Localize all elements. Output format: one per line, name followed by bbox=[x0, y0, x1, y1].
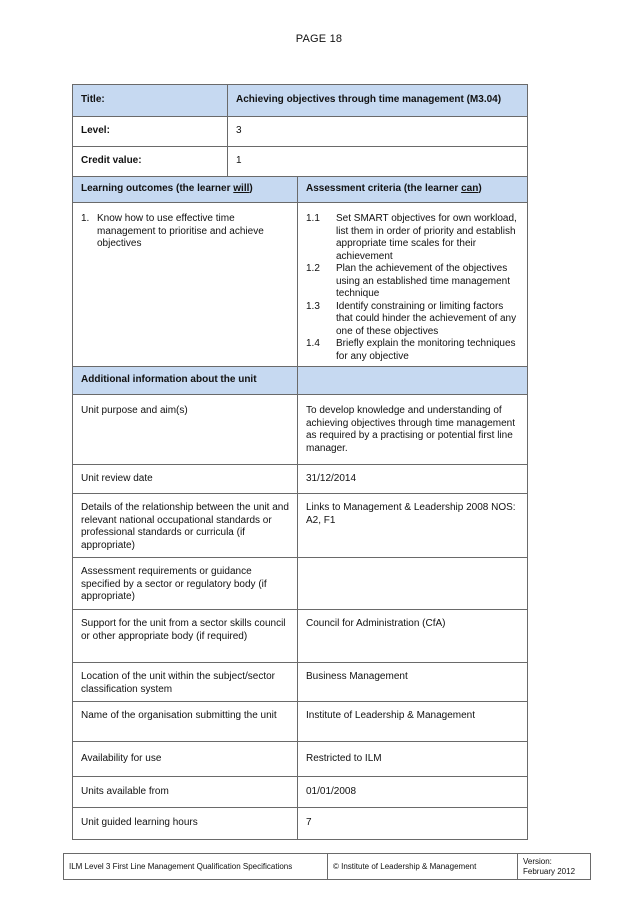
info-value: Business Management bbox=[298, 663, 528, 702]
outcomes-heading bbox=[73, 177, 298, 203]
credit-value: 1 bbox=[228, 147, 528, 177]
learning-outcome-number: 1. bbox=[81, 213, 90, 224]
info-label: Details of the relationship between the unit and relevant national occupational standards or professional standards or curricula (if appropriate) bbox=[73, 494, 298, 558]
info-row bbox=[73, 558, 528, 610]
info-row bbox=[73, 702, 528, 742]
outcomes-heading-prefix: Learning outcomes (the learner bbox=[81, 183, 234, 195]
info-value: Links to Management & Leadership 2008 NOS: A2, F1 bbox=[298, 494, 528, 558]
outcomes-heading-suffix: ) bbox=[249, 183, 253, 195]
footer-copyright: © Institute of Leadership & Management bbox=[328, 854, 518, 879]
info-label: Unit review date bbox=[73, 465, 298, 494]
criteria-cell bbox=[298, 203, 528, 367]
additional-heading: Additional information about the unit bbox=[73, 367, 298, 395]
info-value: Restricted to ILM bbox=[298, 742, 528, 777]
info-label: Availability for use bbox=[73, 742, 298, 777]
info-value: 7 bbox=[298, 808, 528, 840]
info-label: Unit guided learning hours bbox=[73, 808, 298, 840]
info-row bbox=[73, 494, 528, 558]
level-value: 3 bbox=[228, 117, 528, 147]
credit-row bbox=[73, 147, 528, 177]
criterion-number: 1.1 bbox=[306, 213, 320, 224]
learning-outcome-text: Know how to use effective time management to prioritise and achieve objectives bbox=[97, 213, 264, 249]
criterion-item bbox=[306, 263, 519, 301]
info-label: Support for the unit from a sector skills council or other appropriate body (if required) bbox=[73, 610, 298, 663]
info-row bbox=[73, 395, 528, 465]
outcomes-heading-em: will bbox=[233, 183, 250, 195]
info-value: Institute of Leadership & Management bbox=[298, 702, 528, 742]
info-label: Assessment requirements or guidance specified by a sector or regulatory body (if appropriate) bbox=[73, 558, 298, 610]
criteria-heading bbox=[298, 177, 528, 203]
criterion-item bbox=[306, 301, 519, 339]
outcomes-heading-row bbox=[73, 177, 528, 203]
info-value bbox=[298, 558, 528, 610]
learning-outcome-cell bbox=[73, 203, 298, 367]
criterion-item bbox=[306, 213, 519, 263]
info-label: Units available from bbox=[73, 777, 298, 808]
criterion-text: Set SMART objectives for own workload, list them in order of priority and establish appropriate time scales for their achievement bbox=[336, 213, 517, 262]
criterion-number: 1.4 bbox=[306, 338, 320, 349]
criteria-heading-prefix: Assessment criteria (the learner bbox=[306, 183, 462, 195]
info-value: To develop knowledge and understanding of achieving objectives through time management as required by a practising or potential first line manager. bbox=[298, 395, 528, 465]
criterion-number: 1.3 bbox=[306, 300, 320, 312]
criterion-text: Identify constraining or limiting factors that could hinder the achievement of any one of these objectives bbox=[336, 300, 517, 337]
info-row bbox=[73, 808, 528, 840]
unit-table bbox=[72, 84, 528, 840]
level-label: Level: bbox=[73, 117, 228, 147]
info-row bbox=[73, 777, 528, 808]
criterion-number: 1.2 bbox=[306, 263, 320, 274]
level-row bbox=[73, 117, 528, 147]
additional-heading-empty bbox=[298, 367, 528, 395]
info-value: 01/01/2008 bbox=[298, 777, 528, 808]
footer-spec: ILM Level 3 First Line Management Qualification Specifications bbox=[64, 854, 328, 879]
criterion-text: Briefly explain the monitoring techniques for any objective bbox=[336, 338, 516, 362]
info-label: Unit purpose and aim(s) bbox=[73, 395, 298, 465]
credit-label: Credit value: bbox=[73, 147, 228, 177]
criterion-text: Plan the achievement of the objectives using an established time management technique bbox=[336, 263, 510, 299]
info-value: Council for Administration (CfA) bbox=[298, 610, 528, 663]
title-row bbox=[73, 85, 528, 117]
title-value: Achieving objectives through time management (M3.04) bbox=[228, 85, 528, 117]
info-label: Name of the organisation submitting the unit bbox=[73, 702, 298, 742]
info-value: 31/12/2014 bbox=[298, 465, 528, 494]
learning-outcome bbox=[81, 213, 289, 251]
title-label: Title: bbox=[73, 85, 228, 117]
info-row bbox=[73, 465, 528, 494]
info-row bbox=[73, 663, 528, 702]
page-number: PAGE 18 bbox=[295, 33, 343, 45]
info-row bbox=[73, 610, 528, 663]
outcomes-row bbox=[73, 203, 528, 367]
page-footer bbox=[63, 853, 591, 880]
footer-version: Version: February 2012 bbox=[523, 856, 576, 876]
criteria-heading-em: can bbox=[461, 183, 479, 195]
info-label: Location of the unit within the subject/sector classification system bbox=[73, 663, 298, 702]
criterion-item bbox=[306, 338, 519, 363]
additional-heading-row bbox=[73, 367, 528, 395]
info-row bbox=[73, 742, 528, 777]
criteria-heading-suffix: ) bbox=[478, 183, 482, 195]
